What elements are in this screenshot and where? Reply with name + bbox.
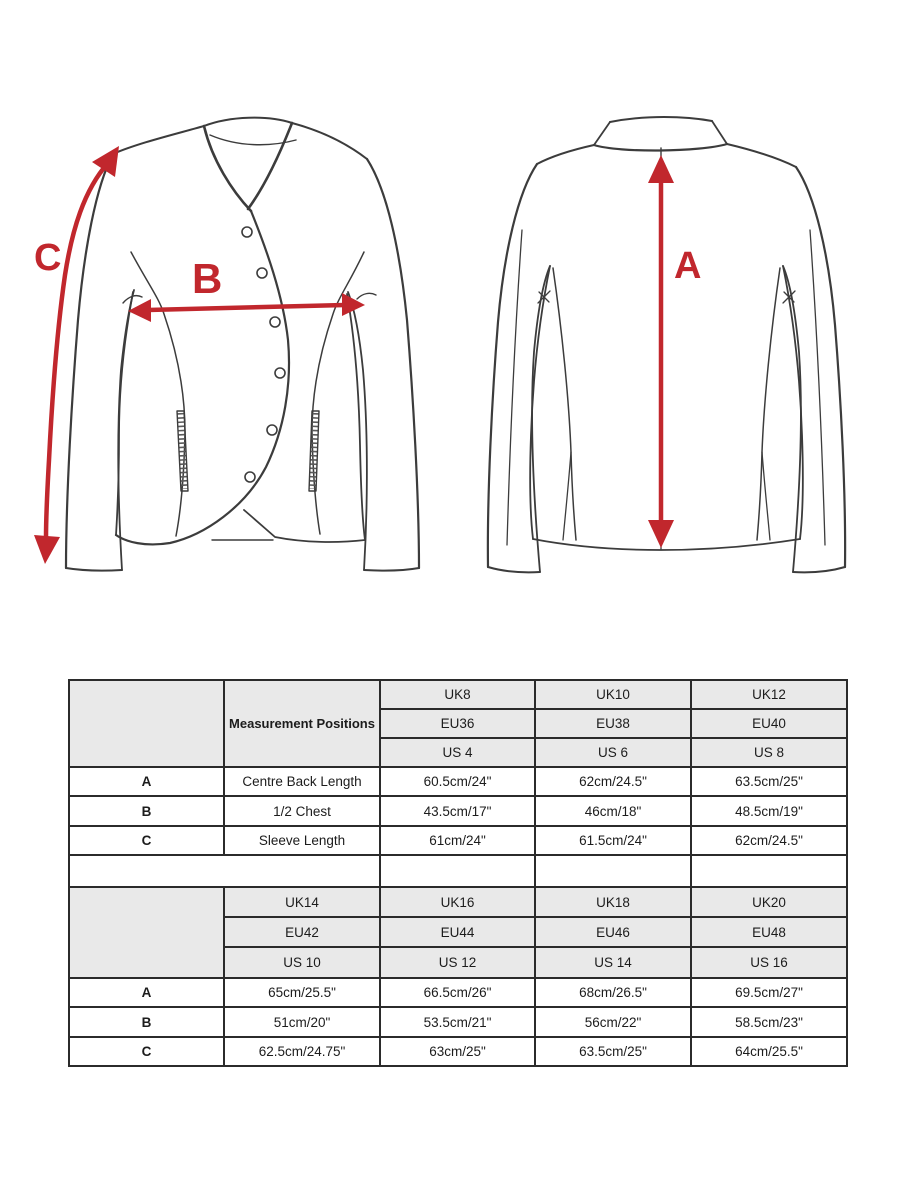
right-cuff <box>364 568 419 571</box>
left-cuff <box>66 568 122 571</box>
value-cell: 65cm/25.5" <box>225 979 379 1006</box>
size-header-cell: UK10 <box>536 681 690 708</box>
size-header-cell: EU38 <box>536 710 690 737</box>
button-icon <box>275 368 285 378</box>
size-header-cell: US 4 <box>381 739 534 766</box>
size-header-cell: UK18 <box>536 888 690 916</box>
left-princess-seam <box>131 252 185 536</box>
button-icon <box>242 227 252 237</box>
row-label-cell: C <box>70 827 223 854</box>
value-cell: 68cm/26.5" <box>536 979 690 1006</box>
size-header-cell: UK14 <box>225 888 379 916</box>
value-cell: 53.5cm/21" <box>381 1008 534 1036</box>
row-label-cell: B <box>70 1008 223 1036</box>
back-left-sleeve-outer <box>488 164 537 567</box>
button-icon <box>245 472 255 482</box>
header-empty-cell <box>70 888 223 977</box>
size-header-cell: US 8 <box>692 739 846 766</box>
back-collar-left-edge <box>594 122 610 145</box>
spacer-cell <box>536 856 690 886</box>
label-b: B <box>192 255 223 302</box>
value-cell: 69.5cm/27" <box>692 979 846 1006</box>
button-icon <box>270 317 280 327</box>
value-cell: 62cm/24.5" <box>692 827 846 854</box>
value-cell: 60.5cm/24" <box>381 768 534 795</box>
size-header-cell: EU42 <box>225 918 379 946</box>
size-header-cell: EU46 <box>536 918 690 946</box>
arrowhead-down-icon <box>648 520 674 548</box>
back-view-drawing <box>460 90 900 610</box>
buttons <box>242 227 285 482</box>
value-cell: 62cm/24.5" <box>536 768 690 795</box>
measurement-arrow-c <box>34 146 119 564</box>
position-cell: 1/2 Chest <box>225 797 379 825</box>
position-cell: Centre Back Length <box>225 768 379 795</box>
value-cell: 48.5cm/19" <box>692 797 846 825</box>
arrowhead-down-icon <box>34 535 60 564</box>
back-right-shoulder <box>727 144 796 167</box>
value-cell: 62.5cm/24.75" <box>225 1038 379 1065</box>
size-header-cell: EU44 <box>381 918 534 946</box>
value-cell: 63.5cm/25" <box>536 1038 690 1065</box>
header-empty-cell <box>70 681 223 766</box>
size-header-cell: US 14 <box>536 948 690 977</box>
size-header-cell: EU36 <box>381 710 534 737</box>
arrowhead-up-icon <box>648 155 674 183</box>
value-cell: 58.5cm/23" <box>692 1008 846 1036</box>
size-header-cell: EU40 <box>692 710 846 737</box>
back-right-sleeve-seam <box>810 230 825 545</box>
left-lapel-edge <box>204 126 251 211</box>
left-sleeve-outer <box>66 154 113 568</box>
right-underarm-notch <box>357 293 376 299</box>
value-cell: 63.5cm/25" <box>692 768 846 795</box>
label-a: A <box>674 245 702 287</box>
label-c: C <box>34 237 62 279</box>
right-collar-edge <box>248 123 292 209</box>
size-header-cell: US 10 <box>225 948 379 977</box>
size-header-cell: UK12 <box>692 681 846 708</box>
size-header-cell: UK20 <box>692 888 846 916</box>
button-icon <box>267 425 277 435</box>
back-hem <box>533 539 800 550</box>
row-label-cell: C <box>70 1038 223 1065</box>
value-cell: 66.5cm/26" <box>381 979 534 1006</box>
back-left-vent <box>563 452 571 540</box>
measurement-arrow-a <box>648 155 674 548</box>
size-header-cell: US 12 <box>381 948 534 977</box>
spacer-cell <box>70 856 379 886</box>
back-left-cuff <box>488 567 540 572</box>
right-sleeve-outer <box>367 159 419 568</box>
row-label-cell: A <box>70 979 223 1006</box>
value-cell: 51cm/20" <box>225 1008 379 1036</box>
collar-top-edge <box>204 118 292 126</box>
value-cell: 63cm/25" <box>381 1038 534 1065</box>
row-label-cell: A <box>70 768 223 795</box>
size-header-cell: UK16 <box>381 888 534 916</box>
spacer-cell <box>692 856 846 886</box>
size-header-cell: US 16 <box>692 948 846 977</box>
right-shoulder-seam <box>292 123 367 159</box>
front-view-drawing <box>20 90 460 610</box>
back-right-vent <box>762 452 770 540</box>
value-cell: 64cm/25.5" <box>692 1038 846 1065</box>
back-right-cuff <box>793 567 845 572</box>
size-chart <box>68 679 848 1067</box>
value-cell: 46cm/18" <box>536 797 690 825</box>
back-left-princess-seam <box>553 268 576 540</box>
value-cell: 56cm/22" <box>536 1008 690 1036</box>
left-shoulder-seam <box>113 126 204 154</box>
back-jacket-outline <box>488 117 845 572</box>
position-cell: Sleeve Length <box>225 827 379 854</box>
left-side-seam <box>116 292 133 535</box>
front-jacket-outline <box>66 118 419 571</box>
measurement-arrow-b <box>128 293 365 322</box>
button-icon <box>257 268 267 278</box>
row-label-cell: B <box>70 797 223 825</box>
right-side-seam <box>347 294 365 540</box>
value-cell: 61cm/24" <box>381 827 534 854</box>
back-collar-top <box>610 117 712 122</box>
value-cell: 43.5cm/17" <box>381 797 534 825</box>
back-right-sleeve-outer <box>796 167 845 567</box>
size-header-cell: UK8 <box>381 681 534 708</box>
back-left-sleeve-seam <box>507 230 522 545</box>
value-cell: 61.5cm/24" <box>536 827 690 854</box>
back-collar-right-edge <box>712 121 727 144</box>
size-header-cell: EU48 <box>692 918 846 946</box>
under-panel-hem <box>244 510 365 542</box>
measurement-positions-header: Measurement Positions <box>225 681 379 766</box>
back-right-princess-seam <box>757 268 780 540</box>
right-princess-seam <box>312 252 364 534</box>
spacer-cell <box>381 856 534 886</box>
size-header-cell: US 6 <box>536 739 690 766</box>
back-left-shoulder <box>537 145 594 164</box>
